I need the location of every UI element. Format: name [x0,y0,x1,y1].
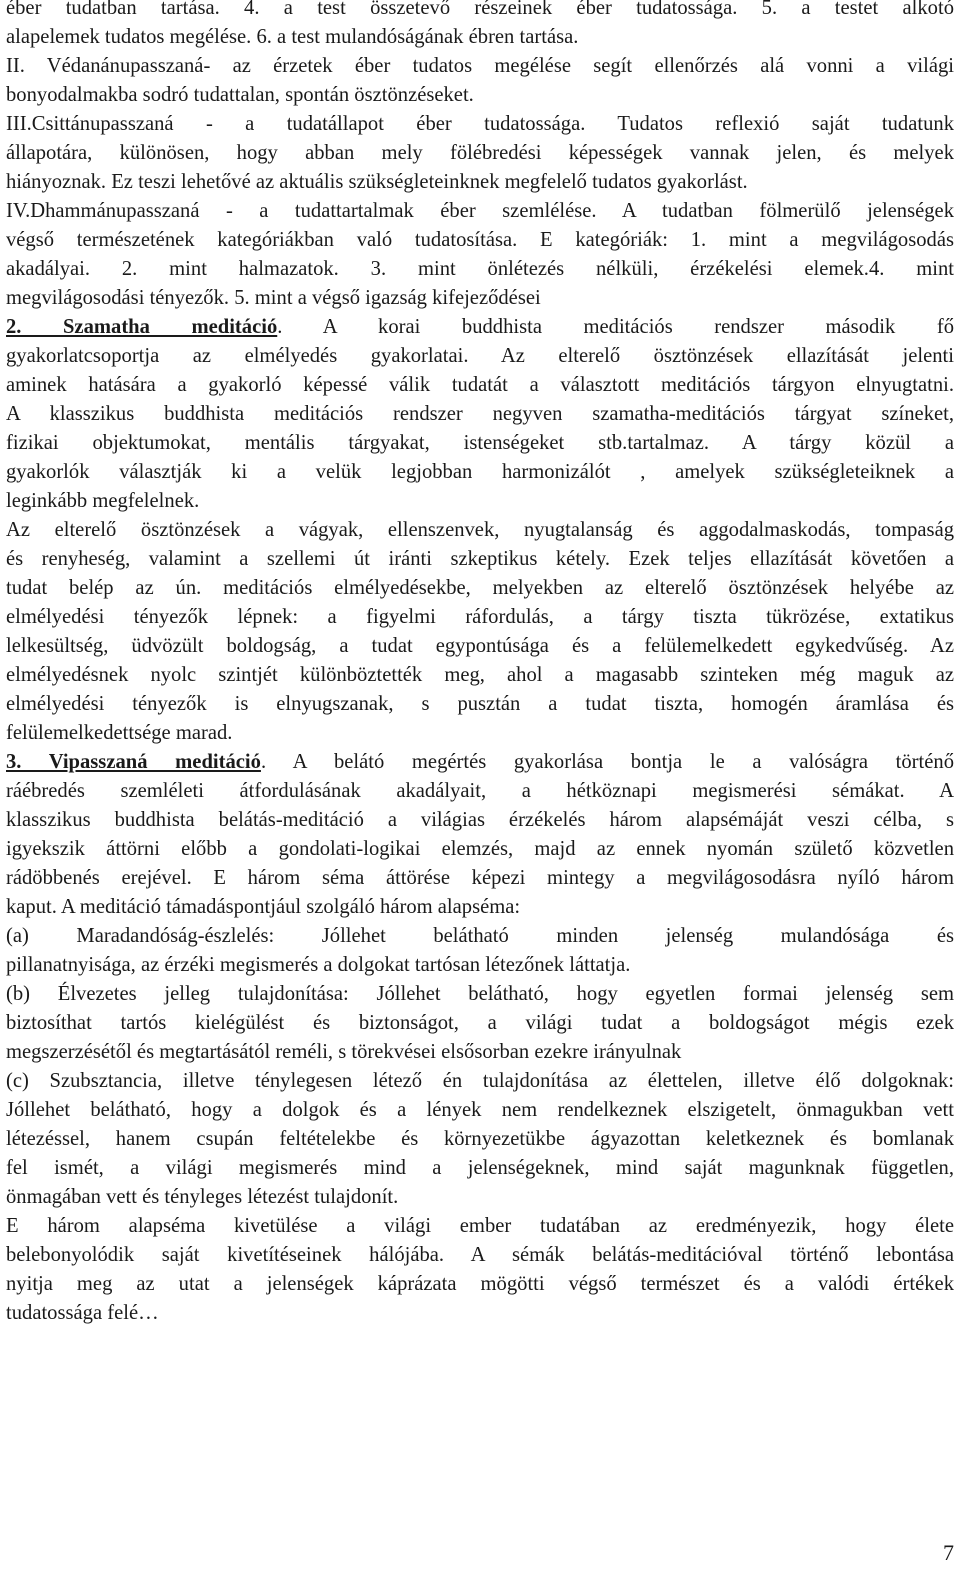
text-line: (a) Maradandóság-észlelés: Jóllehet belátható minden jelenség mulandósága és [6,925,954,947]
text-line: éber tudatban tartása. 4. a test összetevő részeinek éber tudatossága. 5. a testet alkotó [6,0,954,19]
text-line: fizikai objektumokat, mentális tárgyakat, istenségeket stb.tartalmaz. A tárgy közül a [6,432,954,454]
text-line: és renyheség, valamint a szellemi út iránti szkeptikus kétely. Ezek teljes ellazítását követően a [6,548,954,570]
section-2-first-line [6,313,954,342]
text-line: elmélyedésnek nyolc szintjét különböztették meg, ahol a magasabb szinteken még maguk az [6,664,954,686]
text-line: akadályai. 2. mint halmazatok. 3. mint önlétezés nélküli, érzékelési elemek.4. mint [6,258,954,280]
text-line: klasszikus buddhista belátás-meditáció a világias érzékelés három alapsémáját veszi célba, s [6,809,954,831]
text-line: igyekszik áttörni előbb a gondolati-logikai elemzés, majd az ennek nyomán születő közvetlen [6,838,954,860]
text-line: III.Csittánupasszaná - a tudatállapot éber tudatossága. Tudatos reflexió saját tudatunk [6,113,954,135]
text-line: állapotára, különösen, hogy abban mely fölébredési képességek vannak jelen, és melyek [6,142,954,164]
text-line: pillanatnyisága, az érzéki megismerés a dolgokat tartósan létezőnek láttatja. [6,954,631,976]
text-line: aminek hatására a gyakorló képessé válik tudatát a választott meditációs tárgyon elnyugtatni. [6,374,954,396]
section-2-intro: . A korai buddhista meditációs rendszer második fő [277,316,954,338]
text-line: önmagában vett és tényleges létezést tulajdonít. [6,1186,399,1208]
text-line: Az elterelő ösztönzések a vágyak, ellenszenvek, nyugtalanság és aggodalmaskodás, tompaság [6,519,954,541]
text-line: tudat belép az ún. meditációs elmélyedésekbe, melyekben az elterelő ösztönzések helyébe az [6,577,954,599]
text-line: E három alapséma kivetülése a világi ember tudatában az eredményezik, hogy élete [6,1215,954,1237]
text-line: hiányoznak. Ez teszi lehetővé az aktuális szükségleteinknek megfelelő tudatos gyakorlást. [6,171,748,193]
text-line: nyitja meg az utat a jelenségek káprázata mögötti végső természet és a valódi értékek [6,1273,954,1295]
text-line: (b) Élvezetes jelleg tulajdonítása: Jóllehet belátható, hogy egyetlen formai jelenség sem [6,983,954,1005]
section-3-heading: 3. Vipasszaná meditáció [6,751,261,773]
text-line: IV.Dhammánupasszaná - a tudattartalmak éber szemlélése. A tudatban fölmerülő jelenségek [6,200,954,222]
page-number: 7 [943,1540,954,1565]
text-line: ráébredés szemléleti átfordulásának akadályait, a hétköznapi megismerési sémákat. A [6,780,954,802]
text-line: elmélyedési tényezők lépnek: a figyelmi ráfordulás, a tárgy tiszta tükrözése, extatikus [6,606,954,628]
text-line: alapelemek tudatos megélése. 6. a test mulandóságának ébren tartása. [6,26,579,48]
text-line: rádöbbenés erejével. E három séma áttörése képezi mintegy a megvilágosodásra nyíló három [6,867,954,889]
text-line: gyakorlók választják ki a velük legjobban harmonizálót , amelyek szükségleteiknek a [6,461,954,483]
text-line: megszerzésétől és megtartásától reméli, s törekvései elsősorban ezekre irányulnak [6,1041,682,1063]
text-line: II. Védanánupasszaná- az érzetek éber tudatos megélése segít ellenőrzés alá vonni a világi [6,55,954,77]
text-line: felülemelkedettsége marad. [6,722,233,744]
text-line: tudatossága felé… [6,1302,159,1324]
text-line: biztosíthat tartós kielégülést és biztonságot, a világi tudat a boldogságot mégis ezek [6,1012,954,1034]
text-line: leginkább megfelelnek. [6,490,200,512]
text-line: bonyodalmakba sodró tudattalan, spontán ösztönzéseket. [6,84,474,106]
text-line: A klasszikus buddhista meditációs rendszer negyven szamatha-meditációs tárgyat színeket, [6,403,954,425]
text-line: létezéssel, hanem csupán feltételekbe és környezetükbe ágyazottan keletkeznek és bomlanak [6,1128,954,1150]
text-line: gyakorlatcsoportja az elmélyedés gyakorlatai. Az elterelő ösztönzések ellazítását jelenti [6,345,954,367]
text-line: végső természetének kategóriákban való tudatosítása. E kategóriák: 1. mint a megvilágosodás [6,229,954,251]
text-line: Jóllehet belátható, hogy a dolgok és a lények nem rendelkeznek elszigetelt, önmagukban vett [6,1099,954,1121]
section-3-intro: . A belátó megértés gyakorlása bontja le a valóságra történő [260,751,954,773]
document-page [6,0,954,1328]
text-line: (c) Szubsztancia, illetve ténylegesen létező én tulajdonítása az élettelen, illetve élő dolgoknak: [6,1070,954,1092]
text-line: belebonyolódik saját kivetítéseinek hálójába. A sémák belátás-meditációval történő lebontása [6,1244,954,1266]
section-3-first-line [6,748,954,777]
text-line: fel ismét, a világi megismerés mind a jelenségeknek, mind saját magunknak független, [6,1157,954,1179]
text-line: elmélyedési tényezők is elnyugszanak, s pusztán a tudat tiszta, homogén áramlása és [6,693,954,715]
text-line: kaput. A meditáció támadáspontjául szolgáló három alapséma: [6,896,521,918]
text-line: lelkesültség, üdvözült boldogság, a tudat egypontúsága és a felülemelkedett egykedvűség. Az [6,635,954,657]
text-line: megvilágosodási tényezők. 5. mint a végső igazság kifejeződései [6,287,541,309]
section-2-heading: 2. Szamatha meditáció [6,316,278,338]
